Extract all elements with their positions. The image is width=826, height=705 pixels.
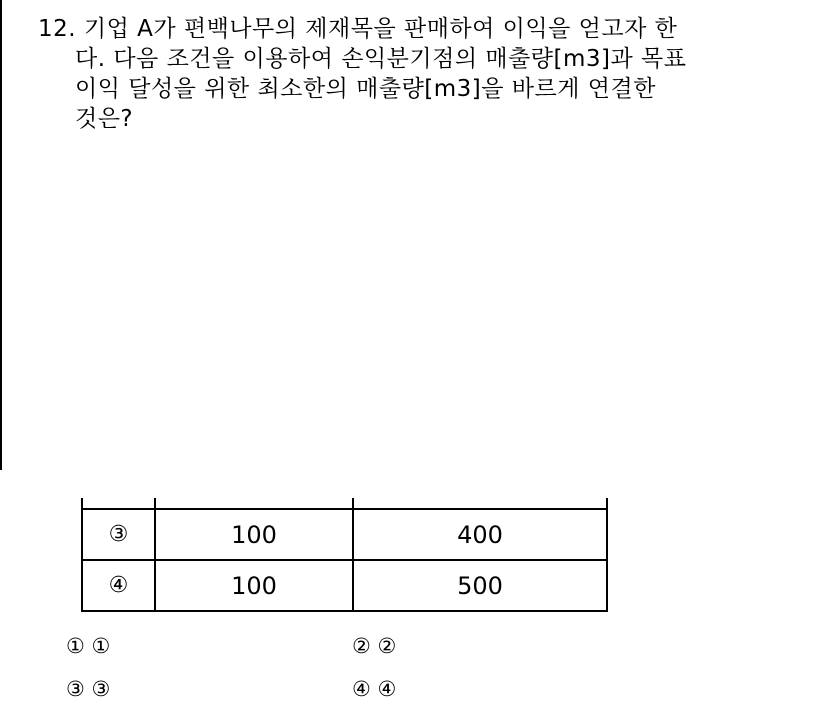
choice-text: ④	[377, 677, 397, 701]
choice-text: ②	[377, 634, 397, 658]
table-border	[606, 508, 608, 612]
choice-marker: ①	[66, 634, 85, 658]
table-border	[81, 610, 608, 612]
choice-text: ①	[91, 634, 111, 658]
choice-marker: ②	[352, 634, 371, 658]
question-line: 다. 다음 조건을 이용하여 손익분기점의 매출량[m3]과 목표	[75, 46, 687, 72]
answer-table	[81, 498, 608, 612]
page-left-border	[0, 0, 2, 470]
question-line: 12. 기업 A가 편백나무의 제재목을 판매하여 이익을 얻고자 한	[38, 16, 678, 42]
choice-3[interactable]	[66, 677, 110, 701]
choice-2[interactable]	[352, 634, 396, 658]
table-cell: 400	[457, 520, 503, 549]
table-cell: 500	[457, 571, 503, 600]
choice-text: ③	[91, 677, 111, 701]
table-cell: 100	[231, 571, 277, 600]
question-line: 이익 달성을 위한 최소한의 매출량[m3]을 바르게 연결한	[75, 76, 656, 102]
question-text	[38, 14, 778, 134]
question-line: 것은?	[75, 106, 134, 132]
choice-marker: ③	[66, 677, 85, 701]
table-cell: 100	[231, 520, 277, 549]
table-row-label: ④	[108, 573, 129, 598]
table-row-label: ③	[108, 522, 129, 547]
choice-marker: ④	[352, 677, 371, 701]
choice-1[interactable]	[66, 634, 110, 658]
choice-4[interactable]	[352, 677, 396, 701]
